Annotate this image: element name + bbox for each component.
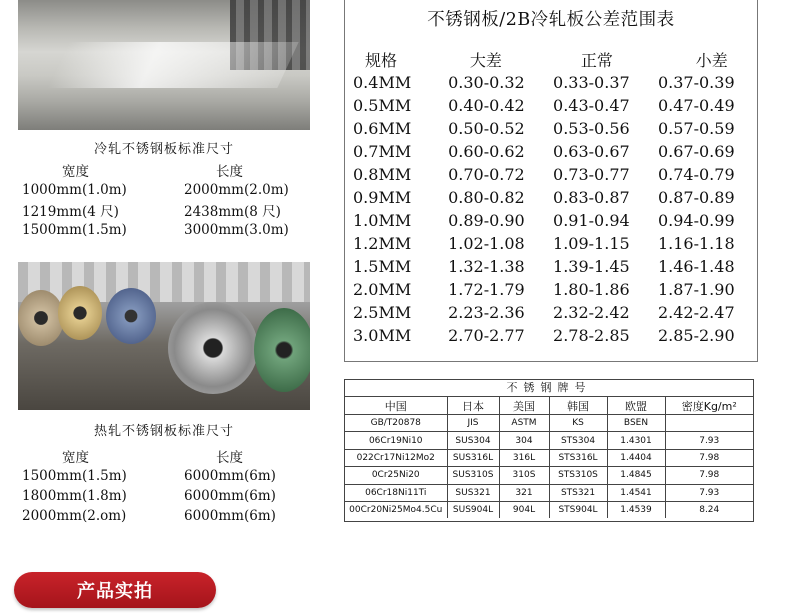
length-header: 长度: [216, 450, 243, 466]
grade-cell: 304: [499, 432, 549, 449]
tolerance-row: [345, 71, 757, 94]
grade-cell: 0Cr25Ni20: [345, 467, 447, 484]
grade-title: 不锈钢牌号: [345, 380, 753, 397]
grade-cell: STS304: [549, 432, 607, 449]
grade-cell: 06Cr18Ni11Ti: [345, 484, 447, 501]
tolerance-cell: 0.57-0.59: [657, 119, 735, 138]
tolerance-cell: 0.67-0.69: [657, 142, 735, 161]
width-value: 1500mm(1.5m): [22, 468, 127, 484]
coil: [106, 288, 156, 344]
grade-row: [345, 484, 753, 501]
grade-cell: GB/T20878: [345, 415, 447, 432]
tolerance-row: [345, 163, 757, 186]
tolerance-cell: 0.60-0.62: [448, 142, 525, 161]
width-value: 1000mm(1.0m): [22, 182, 127, 198]
length-value: 3000mm(3.0m): [184, 222, 289, 238]
tolerance-cell: 3.0MM: [353, 326, 412, 345]
tolerance-cell: 0.94-0.99: [657, 211, 735, 230]
sheet-reflection: [47, 42, 298, 88]
tolerance-cell: 2.70-2.77: [448, 326, 525, 345]
header-cell: 密度Kg/m²: [665, 397, 753, 415]
length-value: 6000mm(6m): [184, 508, 276, 524]
grade-cell: 7.98: [665, 449, 753, 466]
tolerance-row: [345, 117, 757, 140]
width-header: 宽度: [62, 450, 89, 466]
tolerance-row: [345, 209, 757, 232]
tolerance-cell: 0.50-0.52: [448, 119, 525, 138]
grade-cell: 00Cr20Ni25Mo4.5Cu: [345, 501, 447, 518]
tolerance-cell: 1.80-1.86: [553, 280, 630, 299]
width-value: 1800mm(1.8m): [22, 488, 127, 504]
tolerance-cell: 0.30-0.32: [448, 73, 525, 92]
grade-cell: 904L: [499, 501, 549, 518]
tolerance-cell: 0.74-0.79: [657, 165, 735, 184]
coil: [18, 290, 64, 346]
tolerance-cell: 0.89-0.90: [448, 211, 525, 230]
tolerance-cell: 1.16-1.18: [657, 234, 735, 253]
tolerance-cell: 0.70-0.72: [448, 165, 525, 184]
tolerance-cell: 1.39-1.45: [553, 257, 630, 276]
grade-cell: STS310S: [549, 467, 607, 484]
tolerance-cell: 1.87-1.90: [657, 280, 735, 299]
tolerance-cell: 0.43-0.47: [553, 96, 630, 115]
coil: [58, 286, 102, 340]
length-value: 2438mm(8 尺): [184, 204, 281, 220]
tolerance-cell: 0.87-0.89: [657, 188, 735, 207]
header-cell: 日本: [447, 397, 499, 415]
tolerance-cell: 0.53-0.56: [553, 119, 630, 138]
grade-cell: STS904L: [549, 501, 607, 518]
tolerance-cell: 0.80-0.82: [448, 188, 525, 207]
tolerance-cell: 0.83-0.87: [553, 188, 630, 207]
grade-cell: 321: [499, 484, 549, 501]
tolerance-cell: 2.85-2.90: [657, 326, 735, 345]
grade-row: [345, 449, 753, 466]
grade-cell: [665, 415, 753, 432]
tolerance-cell: 0.6MM: [353, 119, 412, 138]
tolerance-row: [345, 324, 757, 347]
grade-cell: 1.4404: [607, 449, 665, 466]
cold-rolled-caption: 冷轧不锈钢板标准尺寸: [93, 142, 234, 157]
tolerance-cell: 0.37-0.39: [657, 73, 735, 92]
grade-cell: SUS904L: [447, 501, 499, 518]
header-cell: 美国: [499, 397, 549, 415]
grade-cell: SUS310S: [447, 467, 499, 484]
grade-cell: STS321: [549, 484, 607, 501]
header-cell: 中国: [345, 397, 447, 415]
hot-rolled-dimensions: [22, 446, 312, 526]
grade-cell: 7.93: [665, 432, 753, 449]
tolerance-cell: 1.02-1.08: [448, 234, 525, 253]
length-value: 6000mm(6m): [184, 488, 276, 504]
header-large: 大差: [469, 51, 502, 70]
tolerance-header-row: [345, 48, 757, 71]
tolerance-cell: 1.72-1.79: [448, 280, 525, 299]
header-spec: 规格: [365, 51, 398, 70]
grade-cell: KS: [549, 415, 607, 432]
grade-cell: 1.4845: [607, 467, 665, 484]
length-value: 6000mm(6m): [184, 468, 276, 484]
tolerance-cell: 1.2MM: [353, 234, 412, 253]
grade-cell: 1.4541: [607, 484, 665, 501]
tolerance-cell: 2.23-2.36: [448, 303, 525, 322]
width-value: 1219mm(4 尺): [22, 204, 119, 220]
hot-rolled-coil-photo: [18, 262, 310, 410]
tolerance-cell: 0.91-0.94: [553, 211, 630, 230]
tolerance-cell: 0.8MM: [353, 165, 412, 184]
grade-cell: SUS304: [447, 432, 499, 449]
width-value: 2000mm(2.om): [22, 508, 127, 524]
grade-header-row: [345, 397, 753, 415]
grade-cell: 1.4539: [607, 501, 665, 518]
tolerance-row: [345, 232, 757, 255]
tolerance-row: [345, 140, 757, 163]
tolerance-cell: 0.5MM: [353, 96, 412, 115]
header-normal: 正常: [580, 51, 613, 70]
tolerance-cell: 0.63-0.67: [553, 142, 630, 161]
grade-cell: JIS: [447, 415, 499, 432]
grade-cell: 1.4301: [607, 432, 665, 449]
tolerance-cell: 2.5MM: [353, 303, 412, 322]
grade-cell: 7.98: [665, 467, 753, 484]
grade-cell: SUS321: [447, 484, 499, 501]
header-cell: 韩国: [549, 397, 607, 415]
grade-cell: 310S: [499, 467, 549, 484]
grade-cell: STS316L: [549, 449, 607, 466]
tolerance-cell: 0.73-0.77: [553, 165, 630, 184]
grade-cell: ASTM: [499, 415, 549, 432]
header-cell: 欧盟: [607, 397, 665, 415]
tolerance-row: [345, 278, 757, 301]
grade-cell: SUS316L: [447, 449, 499, 466]
tolerance-cell: 1.46-1.48: [657, 257, 735, 276]
grade-table: [344, 379, 754, 522]
grade-cell: 06Cr19Ni10: [345, 432, 447, 449]
product-photos-button[interactable]: 产品实拍: [14, 572, 216, 608]
width-value: 1500mm(1.5m): [22, 222, 127, 238]
grade-cell: BSEN: [607, 415, 665, 432]
tolerance-cell: 0.47-0.49: [657, 96, 735, 115]
coil: [254, 308, 310, 392]
length-value: 2000mm(2.0m): [184, 182, 289, 198]
grade-row: [345, 467, 753, 484]
length-header: 长度: [216, 164, 243, 180]
tolerance-rows: [345, 71, 757, 347]
tolerance-cell: 1.5MM: [353, 257, 412, 276]
tolerance-cell: 0.40-0.42: [448, 96, 525, 115]
tolerance-cell: 2.32-2.42: [553, 303, 630, 322]
grade-row: [345, 432, 753, 449]
tolerance-cell: 1.32-1.38: [448, 257, 525, 276]
tolerance-cell: 0.7MM: [353, 142, 412, 161]
grade-row: [345, 415, 753, 432]
tolerance-cell: 2.78-2.85: [553, 326, 630, 345]
tolerance-row: [345, 186, 757, 209]
tolerance-row: [345, 255, 757, 278]
tolerance-cell: 0.4MM: [353, 73, 412, 92]
grade-row: [345, 501, 753, 518]
tolerance-cell: 2.42-2.47: [657, 303, 735, 322]
tolerance-table: [344, 0, 758, 362]
grade-cell: 8.24: [665, 501, 753, 518]
tolerance-row: [345, 301, 757, 324]
grade-cell: 316L: [499, 449, 549, 466]
tolerance-cell: 0.9MM: [353, 188, 412, 207]
tolerance-row: [345, 94, 757, 117]
tolerance-cell: 2.0MM: [353, 280, 412, 299]
tolerance-cell: 1.0MM: [353, 211, 412, 230]
grade-cell: 7.93: [665, 484, 753, 501]
coil: [168, 302, 258, 394]
cold-rolled-sheet-photo: [18, 0, 310, 130]
width-header: 宽度: [62, 164, 89, 180]
tolerance-cell: 0.33-0.37: [553, 73, 630, 92]
tolerance-title: 不锈钢板/2B冷轧板公差范围表: [427, 10, 675, 30]
grade-cell: 022Cr17Ni12Mo2: [345, 449, 447, 466]
hot-rolled-caption: 热轧不锈钢板标准尺寸: [93, 424, 234, 439]
cold-rolled-dimensions: [22, 160, 312, 240]
tolerance-cell: 1.09-1.15: [553, 234, 630, 253]
header-small: 小差: [695, 51, 728, 70]
